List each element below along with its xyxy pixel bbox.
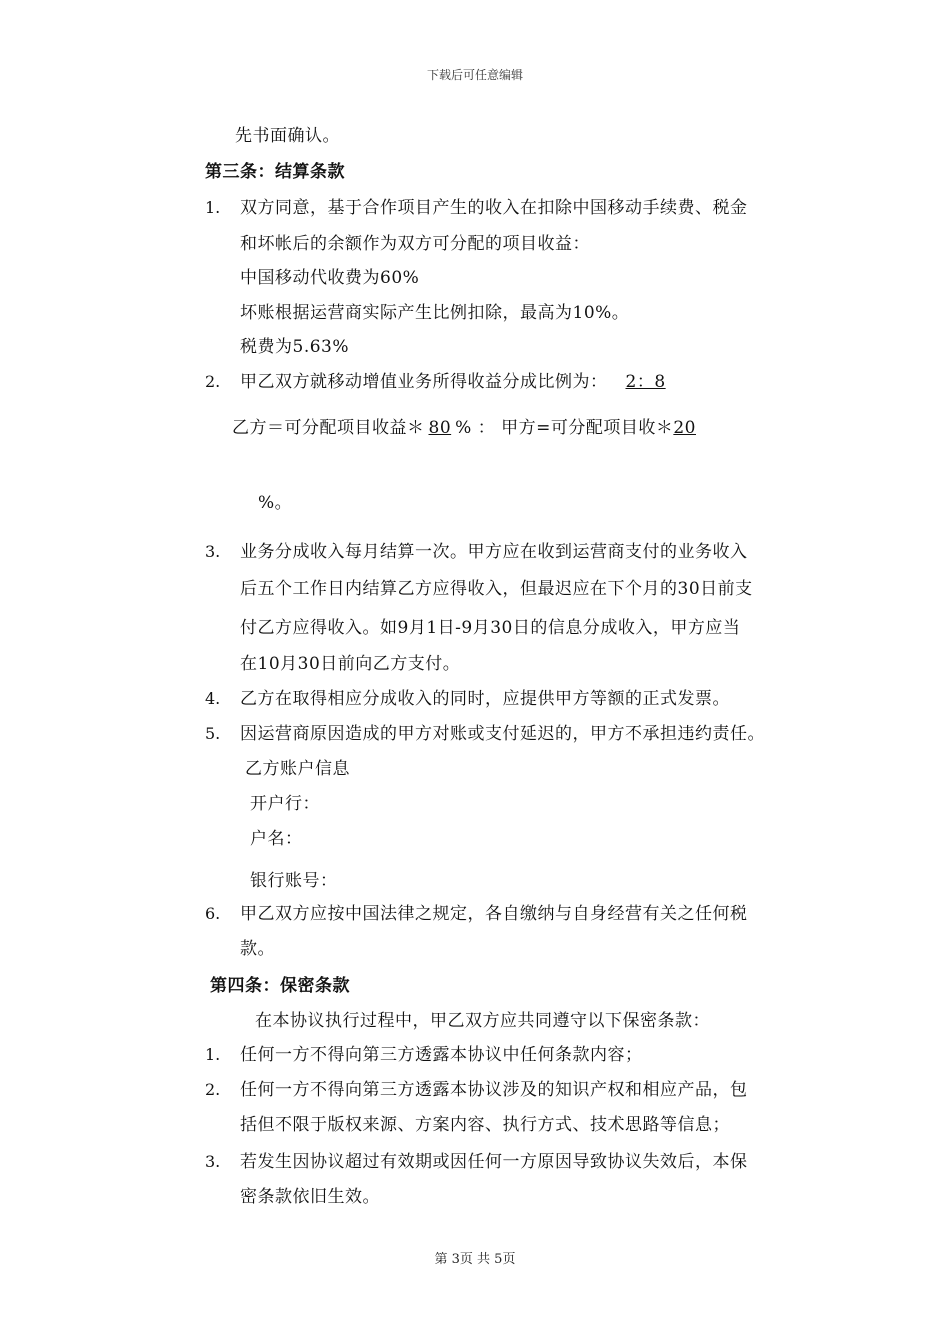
article-3-item-3-line-2: 后五个工作日内结算乙方应得收入，但最迟应在下个月的30日前支 — [240, 579, 753, 599]
item-number: 4. — [205, 689, 221, 708]
party-a-percentage: 20 — [673, 418, 696, 438]
article-3-item-1-line-1: 双方同意，基于合作项目产生的收入在扣除中国移动手续费、税金 — [240, 198, 748, 218]
item-number: 1. — [205, 198, 221, 217]
article-3-item-3-line-1: 业务分成收入每月结算一次。甲方应在收到运营商支付的业务收入 — [240, 542, 748, 562]
item-number: 3. — [205, 542, 221, 561]
account-info-title: 乙方账户信息 — [245, 759, 350, 779]
article-3-item-3-line-4: 在10月30日前向乙方支付。 — [240, 654, 461, 674]
item-number: 2. — [205, 1080, 221, 1099]
article-3-item-2-line — [240, 371, 674, 393]
party-b-percentage: 80 — [428, 418, 452, 438]
article-3-item-5: 因运营商原因造成的甲方对账或支付延迟的，甲方不承担违约责任。 — [240, 724, 765, 744]
ratio-label: 甲乙双方就移动增值业务所得收益分成比例为： — [240, 372, 608, 392]
item-number: 6. — [205, 904, 221, 923]
article-3-title: 第三条：结算条款 — [205, 162, 345, 182]
ratio-value: 2：8 — [625, 372, 666, 392]
article-3-item-6-line-2: 款。 — [240, 939, 275, 959]
formula-party-b: 乙方＝可分配项目收益＊ — [232, 418, 425, 438]
article-3-item-6-line-1: 甲乙双方应按中国法律之规定，各自缴纳与自身经营有关之任何税 — [240, 904, 748, 924]
article-4-item-3-line-2: 密条款依旧生效。 — [240, 1187, 380, 1207]
article-4-title: 第四条：保密条款 — [210, 976, 350, 996]
item-number: 3. — [205, 1152, 221, 1171]
article-3-item-1-line-2: 和坏帐后的余额作为双方可分配的项目收益： — [240, 234, 590, 254]
item-number: 1. — [205, 1045, 221, 1064]
account-holder-label: 户名： — [250, 829, 303, 849]
item-number: 2. — [205, 372, 221, 391]
article-3-item-1-line-4: 坏账根据运营商实际产生比例扣除，最高为10%。 — [240, 303, 630, 323]
article-4-item-2-line-1: 任何一方不得向第三方透露本协议涉及的知识产权和相应产品，包 — [240, 1080, 748, 1100]
article-4-item-1: 任何一方不得向第三方透露本协议中任何条款内容； — [240, 1045, 643, 1065]
article-3-item-3-line-3: 付乙方应得收入。如9月1日-9月30日的信息分成收入，甲方应当 — [240, 618, 741, 638]
article-4-intro: 在本协议执行过程中，甲乙双方应共同遵守以下保密条款： — [255, 1011, 710, 1031]
formula-party-a: % ： 甲方=可分配项目收＊ — [455, 418, 674, 438]
page-header: 下载后可任意编辑 — [426, 68, 523, 82]
split-formula — [232, 417, 700, 439]
bank-name-label: 开户行： — [250, 794, 320, 814]
percentage-tail: %。 — [258, 493, 293, 513]
article-3-item-4: 乙方在取得相应分成收入的同时，应提供甲方等额的正式发票。 — [240, 689, 730, 709]
article-4-item-3-line-1: 若发生因协议超过有效期或因任何一方原因导致协议失效后，本保 — [240, 1152, 748, 1172]
article-3-item-1-line-5: 税费为5.63% — [240, 337, 350, 357]
article-3-item-1-line-3: 中国移动代收费为60% — [240, 268, 420, 288]
item-number: 5. — [205, 724, 221, 743]
account-number-label: 银行账号： — [250, 871, 338, 891]
article-4-item-2-line-2: 括但不限于版权来源、方案内容、执行方式、技术思路等信息； — [240, 1115, 730, 1135]
continuation-line: 先书面确认。 — [235, 126, 340, 146]
page-footer: 第 3页 共 5页 — [434, 1252, 516, 1267]
